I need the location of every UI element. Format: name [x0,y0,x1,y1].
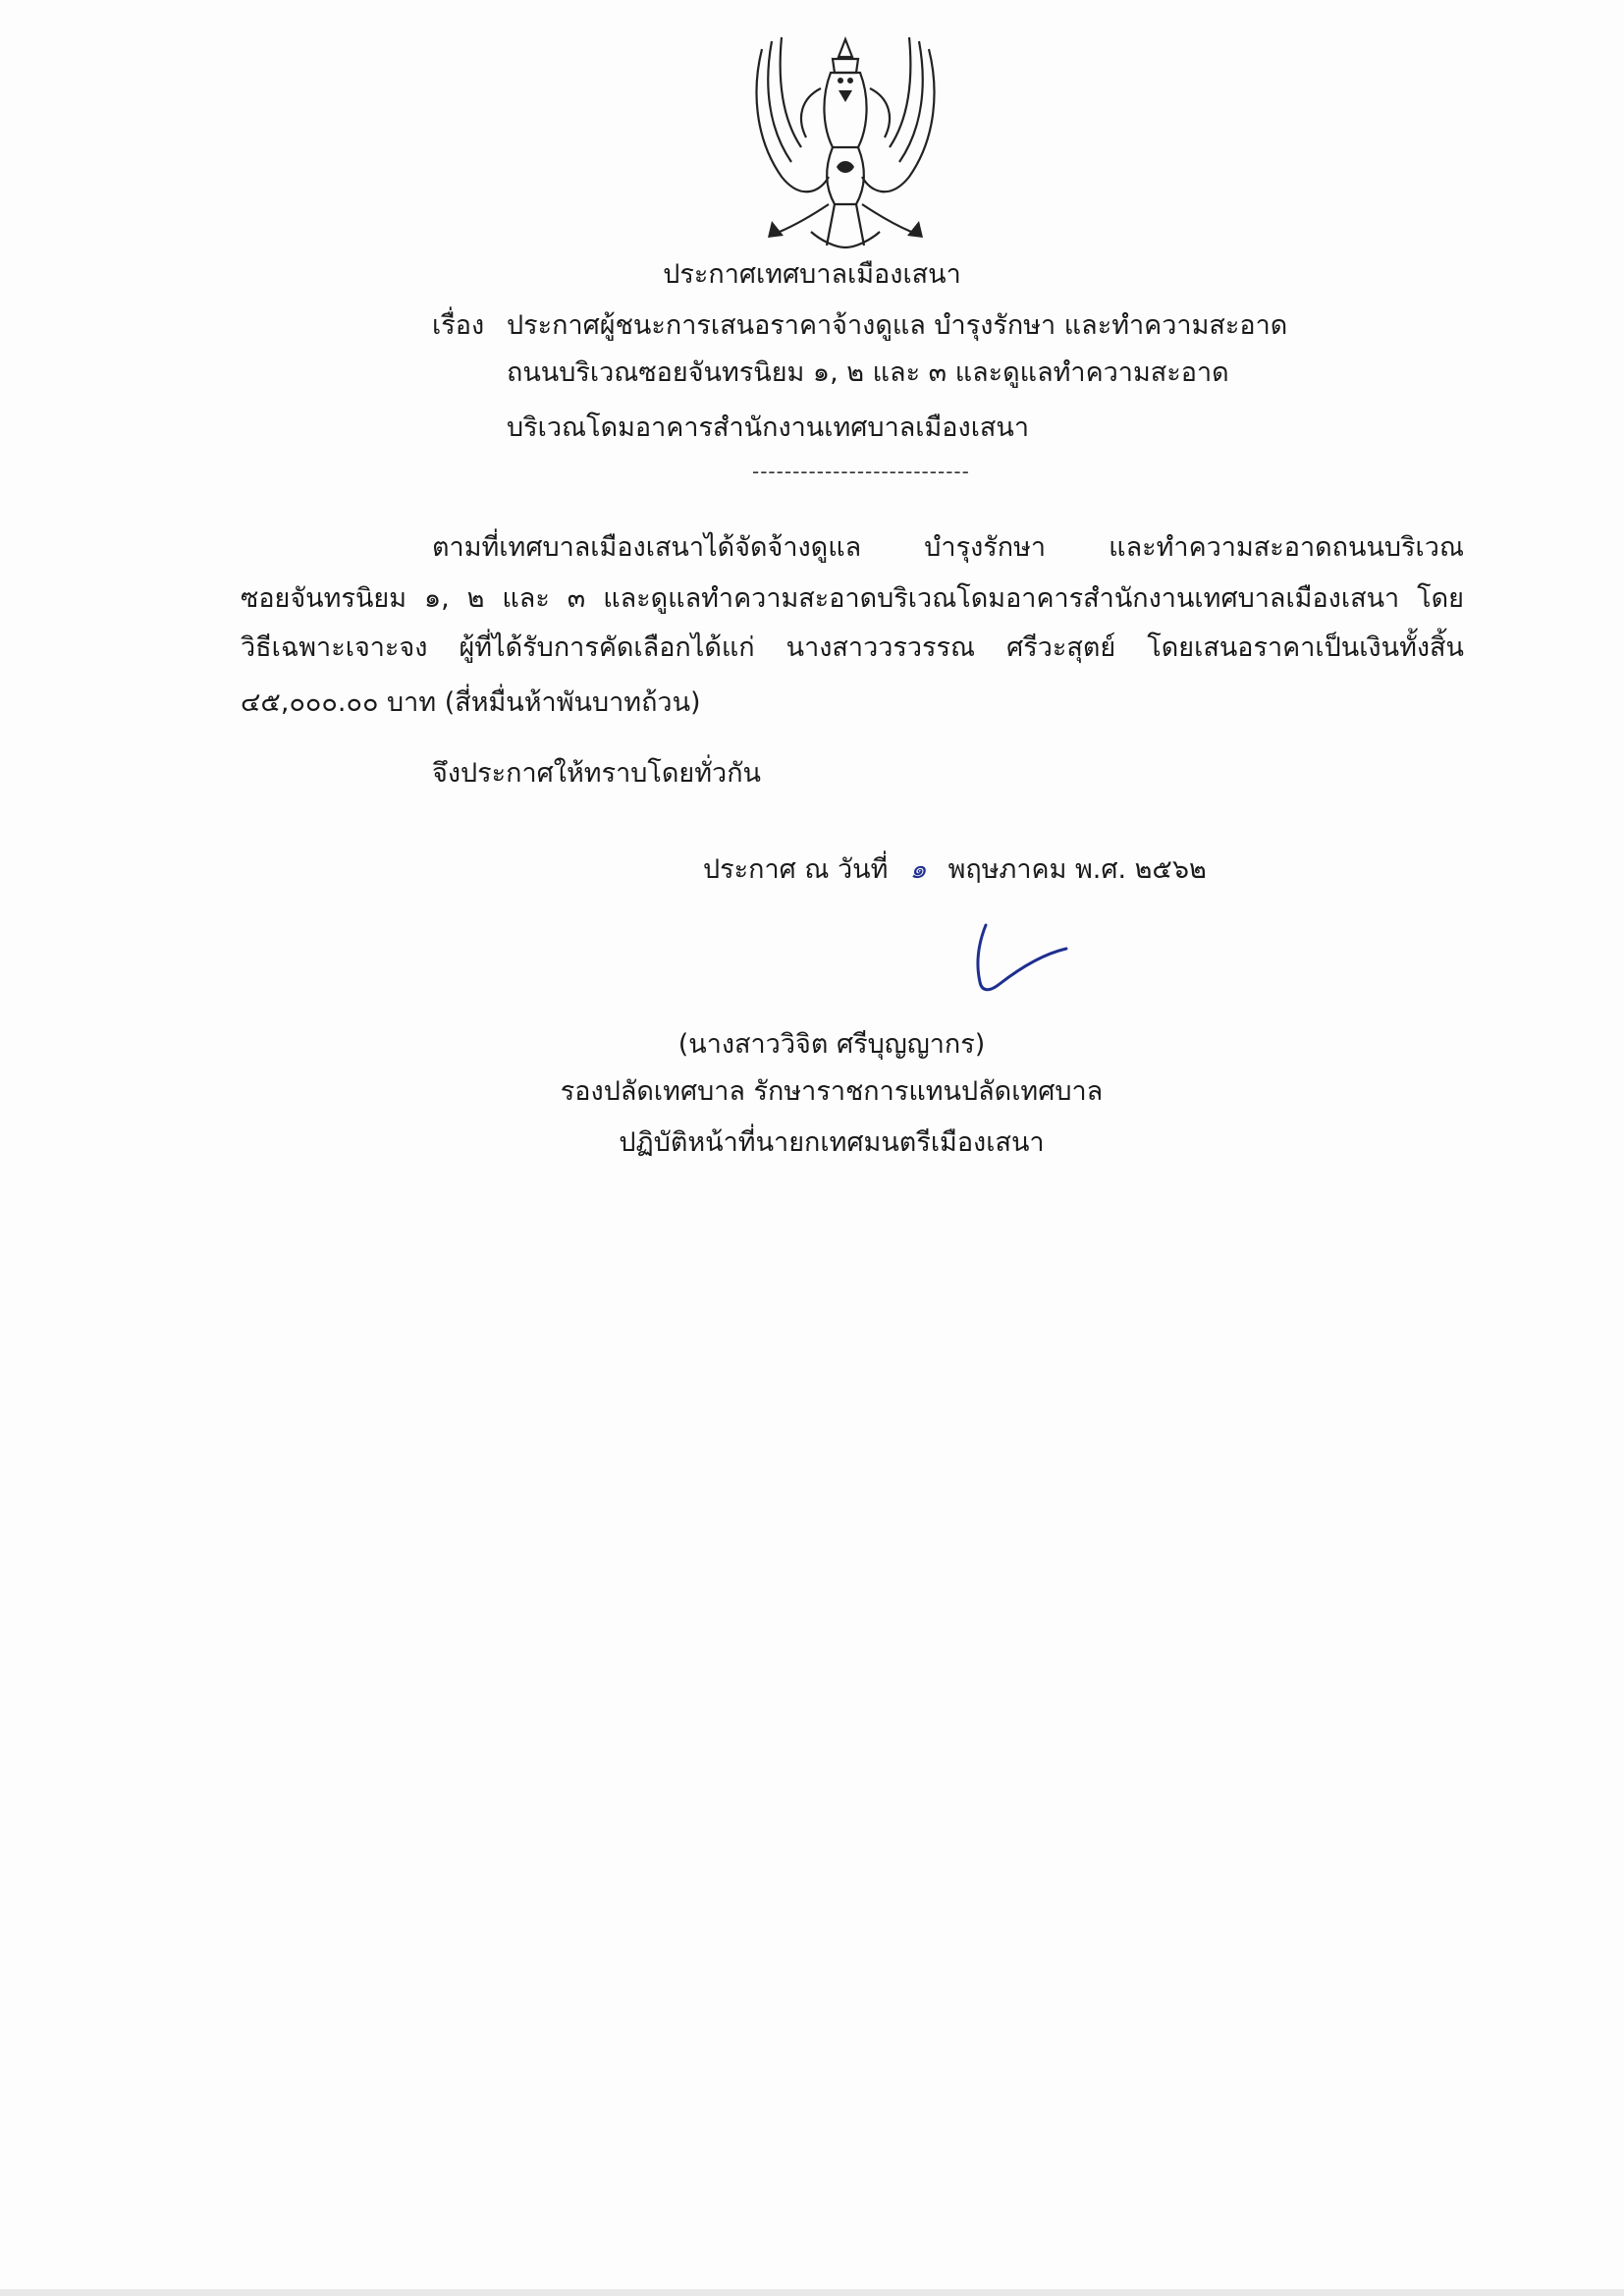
date-suffix: พฤษภาคม พ.ศ. ๒๕๖๒ [947,854,1207,885]
announcement-date [703,852,1207,888]
subject-line: ประกาศผู้ชนะการเสนอราคาจ้างดูแล บำรุงรักษา และทำความสะอาด [507,310,1288,341]
subject-line: บริเวณโดมอาคารสำนักงานเทศบาลเมืองเสนา [507,412,1030,443]
announcement: จึงประกาศให้ทราบโดยทั่วกัน [432,758,761,789]
body-paragraph-line: วิธีเฉพาะเจาะจง ผู้ที่ได้รับการคัดเลือกได้แก่ นางสาววรวรรณ ศรีวะสุตย์ โดยเสนอราคาเป็นเงินทั้งสิ้น [241,632,1464,663]
subject-line: ถนนบริเวณซอยจันทรนิยม ๑, ๒ และ ๓ และดูแลทำความสะอาด [507,357,1229,388]
body-paragraph-line: ๔๕,๐๐๐.๐๐ บาท (สี่หมื่นห้าพันบาทถ้วน) [241,687,701,718]
document-title: ประกาศเทศบาลเมืองเสนา [663,259,961,290]
date-day: ๑ [909,854,927,885]
date-prefix: ประกาศ ณ วันที่ [703,854,889,885]
subject-label: เรื่อง [432,310,485,341]
signatory-position: รองปลัดเทศบาล รักษาราชการแทนปลัดเทศบาล [560,1076,1104,1107]
scan-edge [0,2289,1624,2296]
body-paragraph-line: ตามที่เทศบาลเมืองเสนาได้จัดจ้างดูแล บำรุงรักษา และทำความสะอาดถนนบริเวณ [432,532,1464,563]
body-paragraph-line: ซอยจันทรนิยม ๑, ๒ และ ๓ และดูแลทำความสะอาดบริเวณโดมอาคารสำนักงานเทศบาลเมืองเสนา โดย [241,583,1464,614]
divider: --------------------------- [752,460,970,483]
signatory-position: ปฏิบัติหน้าที่นายกเทศมนตรีเมืองเสนา [619,1127,1045,1158]
handwritten-signature [956,905,1094,1013]
signatory-name: (นางสาววิจิต ศรีบุญญากร) [677,1029,986,1060]
garuda-emblem-icon [742,29,948,255]
